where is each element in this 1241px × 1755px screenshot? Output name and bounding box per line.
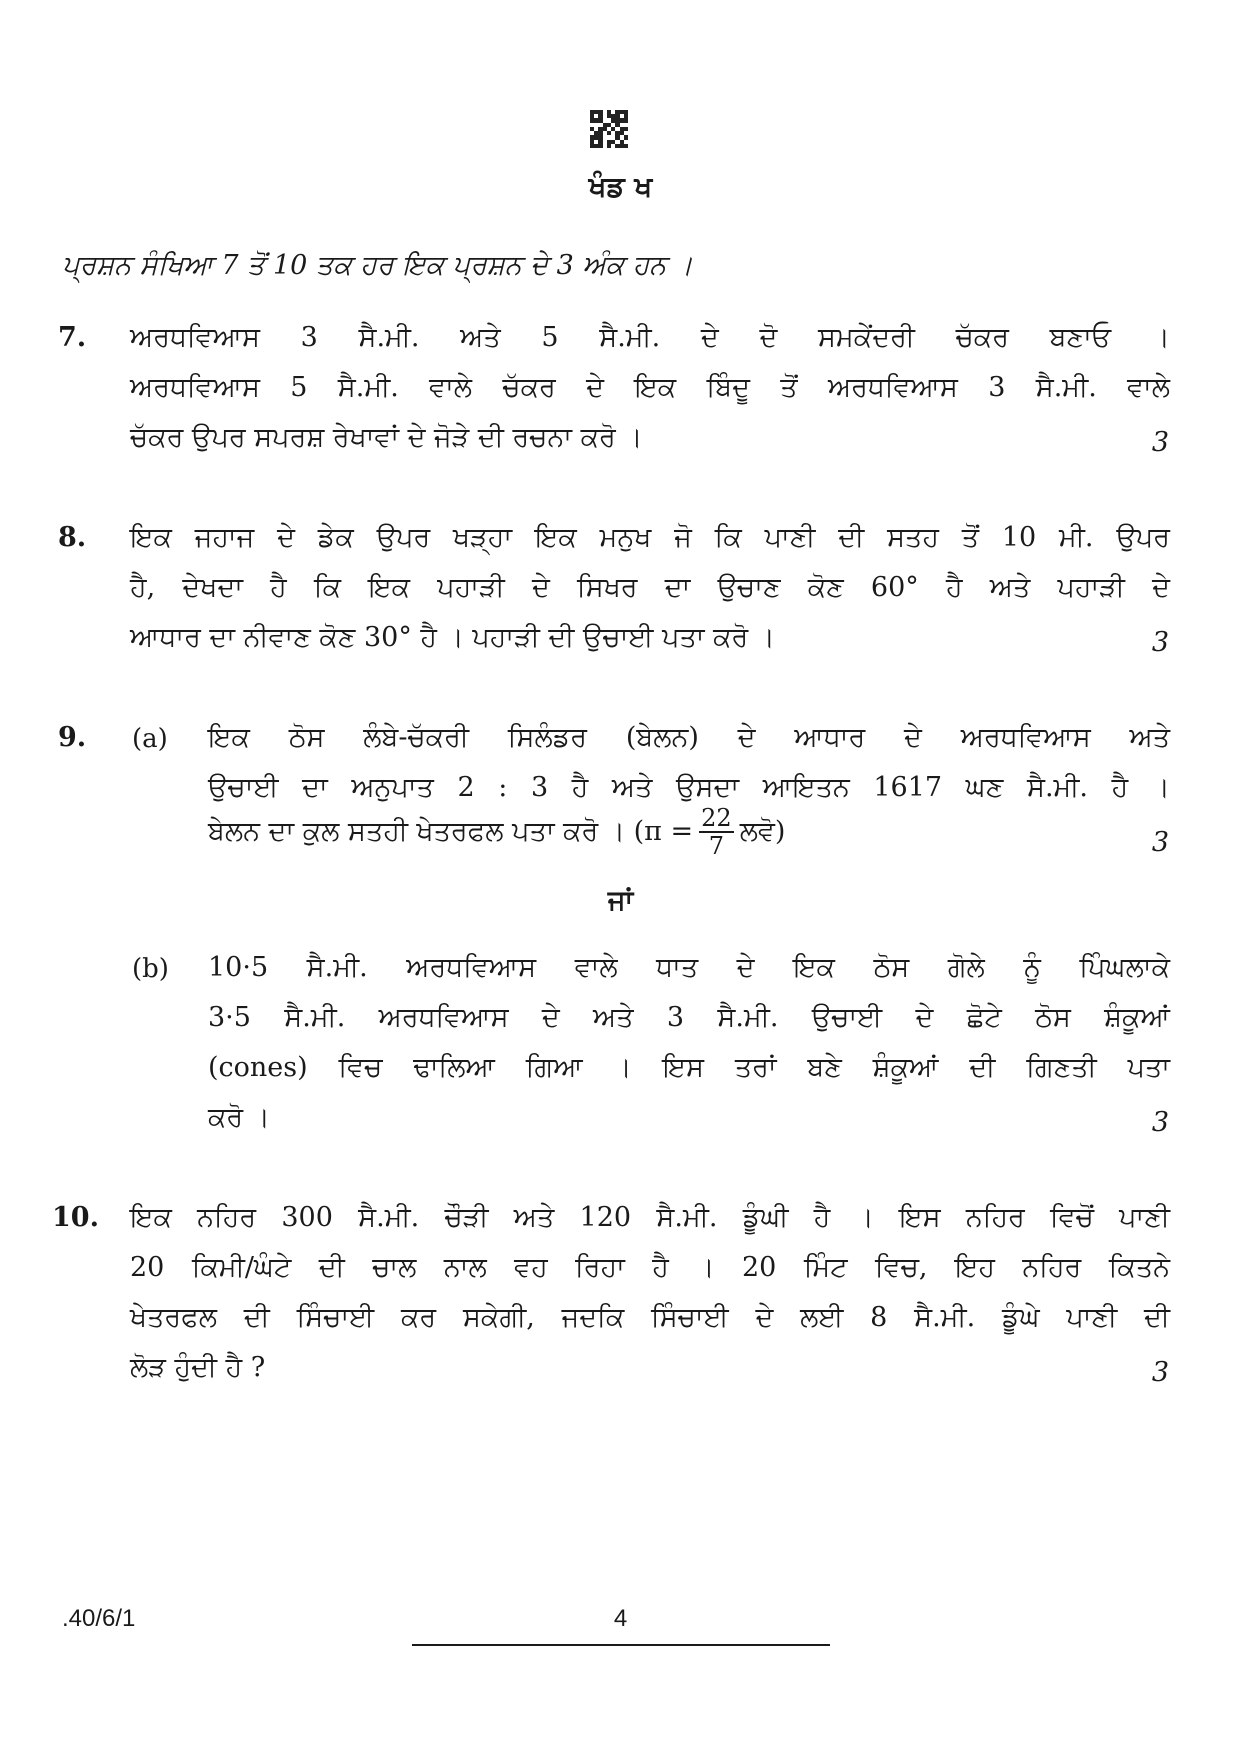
question-8-line-2: ਹੈ, ਦੇਖਦਾ ਹੈ ਕਿ ਇਕ ਪਹਾੜੀ ਦੇ ਸਿਖਰ ਦਾ ਉਚਾਣ ਕੋਣ 60° ਹੈ ਅਤੇ ਪਹਾੜੀ ਦੇ <box>130 572 1170 603</box>
question-9b-line-3: (cones) ਵਿਚ ਢਾਲਿਆ ਗਿਆ । ਇਸ ਤਰਾਂ ਬਣੇ ਸ਼ੰਕੂਆਂ ਦੀ ਗਿਣਤੀ ਪਤਾ <box>208 1052 1170 1083</box>
fraction-denominator: 7 <box>708 832 725 861</box>
question-9a-label: (a) <box>132 724 168 754</box>
qr-code-icon <box>590 110 628 148</box>
question-number-10: 10. <box>52 1202 99 1233</box>
question-7-marks: 3 <box>1151 427 1169 458</box>
question-10-line-1: ਇਕ ਨਹਿਰ 300 ਸੈ.ਮੀ. ਚੌੜੀ ਅਤੇ 120 ਸੈ.ਮੀ. ਡੂੰਘੀ ਹੈ । ਇਸ ਨਹਿਰ ਵਿਚੋਂ ਪਾਣੀ <box>130 1202 1170 1233</box>
question-7-line-1: ਅਰਧਵਿਆਸ 3 ਸੈ.ਮੀ. ਅਤੇ 5 ਸੈ.ਮੀ. ਦੇ ਦੋ ਸਮਕੇਂਦਰੀ ਚੱਕਰ ਬਣਾਓ । <box>130 322 1170 353</box>
question-number-7: 7. <box>58 322 87 353</box>
question-8-line-1: ਇਕ ਜਹਾਜ ਦੇ ਡੇਕ ਉਪਰ ਖੜ੍ਹਾ ਇਕ ਮਨੁਖ ਜੋ ਕਿ ਪਾਣੀ ਦੀ ਸਤਹ ਤੋਂ 10 ਮੀ. ਉਪਰ <box>130 522 1170 553</box>
paper-code: .40/6/1 <box>62 1605 136 1632</box>
question-10-line-3: ਖੇਤਰਫਲ ਦੀ ਸਿੰਚਾਈ ਕਰ ਸਕੇਗੀ, ਜਦਕਿ ਸਿੰਚਾਈ ਦੇ ਲਈ 8 ਸੈ.ਮੀ. ਡੂੰਘੇ ਪਾਣੀ ਦੀ <box>130 1302 1170 1333</box>
question-number-8: 8. <box>58 522 87 553</box>
question-number-9: 9. <box>58 722 87 753</box>
question-9b-label: (b) <box>132 954 169 984</box>
question-9a-line-3-text: ਬੇਲਨ ਦਾ ਕੁਲ ਸਤਹੀ ਖੇਤਰਫਲ ਪਤਾ ਕਰੋ । (π = <box>208 815 694 847</box>
section-title: ਖੰਡ ਖ <box>588 170 653 203</box>
question-10-line-2: 20 ਕਿਮੀ/ਘੰਟੇ ਦੀ ਚਾਲ ਨਾਲ ਵਹ ਰਿਹਾ ਹੈ । 20 ਮਿੰਟ ਵਿਚ, ਇਹ ਨਹਿਰ ਕਿਤਨੇ <box>130 1252 1170 1283</box>
question-9a-line-3-tail: ਲਵੋ) <box>739 815 786 847</box>
question-7-line-3: ਚੱਕਰ ਉਪਰ ਸਪਰਸ਼ ਰੇਖਾਵਾਂ ਦੇ ਜੋੜੇ ਦੀ ਰਚਨਾ ਕਰੋ । <box>130 422 643 453</box>
question-9b-line-2: 3·5 ਸੈ.ਮੀ. ਅਰਧਵਿਆਸ ਦੇ ਅਤੇ 3 ਸੈ.ਮੀ. ਉਚਾਈ ਦੇ ਛੋਟੇ ਠੋਸ ਸ਼ੰਕੂਆਂ <box>208 1002 1170 1033</box>
footer-rule <box>412 1644 830 1646</box>
question-9b-line-1: 10·5 ਸੈ.ਮੀ. ਅਰਧਵਿਆਸ ਵਾਲੇ ਧਾਤ ਦੇ ਇਕ ਠੋਸ ਗੋਲੇ ਨੂੰ ਪਿੰਘਲਾਕੇ <box>208 952 1170 983</box>
pi-fraction <box>699 805 734 860</box>
instruction-text: ਪ੍ਰਸ਼ਨ ਸੰਖਿਆ 7 ਤੋਂ 10 ਤਕ ਹਰ ਇਕ ਪ੍ਰਸ਼ਨ ਦੇ 3 ਅੰਕ ਹਨ । <box>62 250 693 281</box>
question-9a-line-3 <box>208 805 785 860</box>
question-10-marks: 3 <box>1151 1357 1169 1388</box>
question-9b-marks: 3 <box>1151 1107 1169 1138</box>
question-9a-marks: 3 <box>1151 827 1169 858</box>
question-7-line-2: ਅਰਧਵਿਆਸ 5 ਸੈ.ਮੀ. ਵਾਲੇ ਚੱਕਰ ਦੇ ਇਕ ਬਿੰਦੂ ਤੋਂ ਅਰਧਵਿਆਸ 3 ਸੈ.ਮੀ. ਵਾਲੇ <box>130 372 1170 403</box>
page-number: 4 <box>613 1605 628 1632</box>
question-9a-line-2: ਉਚਾਈ ਦਾ ਅਨੁਪਾਤ 2 : 3 ਹੈ ਅਤੇ ਉਸਦਾ ਆਇਤਨ 1617 ਘਣ ਸੈ.ਮੀ. ਹੈ । <box>208 772 1170 803</box>
question-9b-line-4: ਕਰੋ । <box>208 1102 270 1133</box>
question-9a-line-1: ਇਕ ਠੋਸ ਲੰਬੇ-ਚੱਕਰੀ ਸਿਲੰਡਰ (ਬੇਲਨ) ਦੇ ਆਧਾਰ ਦੇ ਅਰਧਵਿਆਸ ਅਤੇ <box>208 722 1170 753</box>
question-8-marks: 3 <box>1151 627 1169 658</box>
fraction-numerator: 22 <box>701 804 732 832</box>
or-separator: ਜਾਂ <box>607 885 634 916</box>
question-8-line-3: ਆਧਾਰ ਦਾ ਨੀਵਾਣ ਕੋਣ 30° ਹੈ । ਪਹਾੜੀ ਦੀ ਉਚਾਈ ਪਤਾ ਕਰੋ । <box>130 622 775 653</box>
question-10-line-4: ਲੋੜ ਹੁੰਦੀ ਹੈ ? <box>130 1352 266 1383</box>
